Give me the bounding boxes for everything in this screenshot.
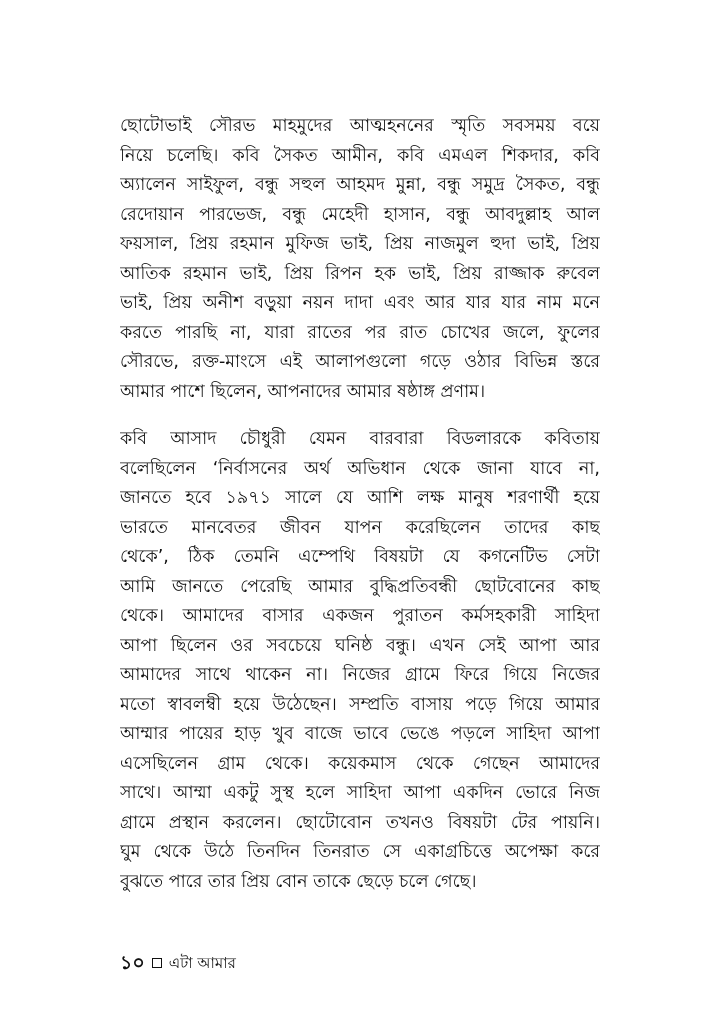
square-outline-icon (152, 958, 162, 968)
page-footer (120, 952, 236, 974)
paragraph-2 (120, 425, 600, 897)
text-line: আপা ছিলেন ওর সবচেয়ে ঘনিষ্ঠ বন্ধু। এখন সেই আপা আর (120, 635, 600, 656)
text-line: ছোটোভাই সৌরভ মাহমুদের আত্মহননের স্মৃতি সবসময় বয়ে (120, 116, 600, 136)
text-line: রেদোয়ান পারভেজ, বন্ধু মেহেদী হাসান, বন্ধু আবদুল্লাহ আল (120, 204, 600, 225)
text-line: সাথে। আম্মা একটু সুস্থ হলে সাহিদা আপা একদিন ভোরে নিজ (120, 783, 600, 803)
text-line: অ্যালেন সাইফুল, বন্ধু সহুল আহমদ মুন্না, বন্ধু সমুদ্র সৈকত, বন্ধু (120, 175, 600, 195)
running-book-title: এটা আমার (168, 954, 236, 972)
text-line: সৌরভে, রক্ত-মাংসে এই আলাপগুলো গড়ে ওঠার বিভিন্ন স্তরে (120, 352, 600, 372)
paragraph-spacer (120, 407, 600, 425)
text-line: আমার পাশে ছিলেন, আপনাদের আমার ষষ্ঠাঙ্গ প্রণাম। (120, 381, 486, 402)
body-text (120, 112, 600, 897)
text-line: মতো স্বাবলম্বী হয়ে উঠেছেন। সম্প্রতি বাসায় পড়ে গিয়ে আমার (120, 694, 600, 715)
text-line: ফয়সাল, প্রিয় রহমান মুফিজ ভাই, প্রিয় নাজমুল হুদা ভাই, প্রিয় (120, 234, 600, 254)
text-line: ভাই, প্রিয় অনীশ বড়ুয়া নয়ন দাদা এবং আর যার যার নাম মনে (120, 293, 600, 313)
paragraph-1 (120, 112, 600, 407)
text-line: নিয়ে চলেছি। কবি সৈকত আমীন, কবি এমএল শিকদার, কবি (120, 145, 600, 166)
text-line: বলেছিলেন ‘নির্বাসনের অর্থ অভিধান থেকে জানা যাবে না, (120, 458, 600, 479)
text-line: গ্রামে প্রস্থান করলেন। ছোটোবোন তখনও বিষয়টা টের পায়নি। (120, 812, 600, 833)
text-line: আতিক রহমান ভাই, প্রিয় রিপন হক ভাই, প্রিয় রাজ্জাক রুবেল (120, 263, 600, 284)
text-line: আমাদের সাথে থাকেন না। নিজের গ্রামে ফিরে গিয়ে নিজের (120, 665, 600, 685)
text-line: করতে পারছি না, যারা রাতের পর রাত চোখের জলে, ফুলের (120, 322, 600, 343)
text-line: জানতে হবে ১৯৭১ সালে যে আশি লক্ষ মানুষ শরণার্থী হয়ে (120, 488, 600, 508)
text-line: বুঝতে পারে তার প্রিয় বোন তাকে ছেড়ে চলে গেছে। (120, 871, 477, 892)
text-line: ভারতে মানবেতর জীবন যাপন করেছিলেন তাদের কাছ (120, 517, 600, 538)
text-line: ঘুম থেকে উঠে তিনদিন তিনরাত সে একাগ্রচিত্তে অপেক্ষা করে (120, 842, 600, 862)
text-line: আম্মার পায়ের হাড় খুব বাজে ভাবে ভেঙে পড়লে সাহিদা আপা (120, 724, 600, 744)
text-line: এসেছিলেন গ্রাম থেকে। কয়েকমাস থেকে গেছেন আমাদের (120, 753, 600, 774)
text-line: থেকে’, ঠিক তেমনি এম্পেথি বিষয়টা যে কগনেটিভ সেটা (120, 547, 600, 567)
text-line: থেকে। আমাদের বাসার একজন পুরাতন কর্মসহকারী সাহিদা (120, 606, 600, 626)
text-line: আমি জানতে পেরেছি আমার বুদ্ধিপ্রতিবন্ধী ছোটবোনের কাছ (120, 576, 600, 597)
page-number: ১০ (120, 952, 145, 974)
text-line: কবি আসাদ চৌধুরী যেমন বারবারা বিডলারকে কবিতায় (120, 429, 600, 449)
